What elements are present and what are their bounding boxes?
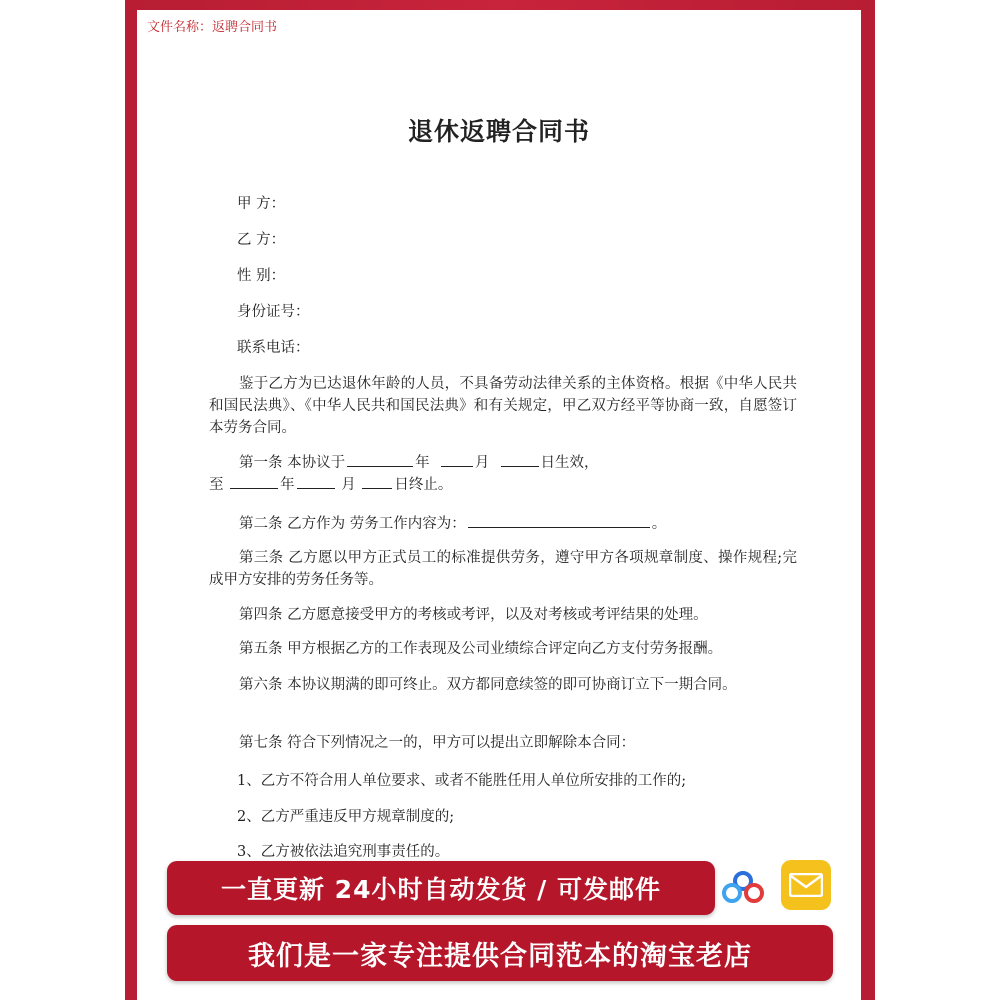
promo-banner-top: 一直更新 24小时自动发货 / 可发邮件 (167, 861, 715, 915)
article-5: 第五条 甲方根据乙方的工作表现及公司业绩综合评定向乙方支付劳务报酬。 (239, 641, 723, 657)
article-1-prefix: 第一条 本协议于 (239, 455, 346, 471)
article-4: 第四条 乙方愿意接受甲方的考核或考评，以及对考核或考评结果的处理。 (239, 607, 708, 623)
blank-month-start (441, 452, 473, 467)
day-start-label: 日生效， (540, 455, 599, 471)
blank-month-end (297, 474, 335, 489)
promo-banner-bottom: 我们是一家专注提供合同范本的淘宝老店 (167, 925, 833, 981)
article-1-line-1 (239, 451, 599, 472)
mail-icon (781, 860, 831, 910)
article-7: 第七条 符合下列情况之一的，甲方可以提出立即解除本合同： (239, 735, 636, 751)
document-title: 退休返聘合同书 (407, 117, 590, 146)
field-party-a: 甲 方： (237, 196, 286, 212)
party-fields (237, 194, 310, 374)
envelope-icon (789, 873, 823, 897)
day-end-label: 日终止。 (394, 477, 453, 493)
field-party-b: 乙 方： (237, 232, 286, 248)
month-end-label: 月 (341, 477, 356, 493)
intro-paragraph: 鉴于乙方为已达退休年龄的人员，不具备劳动法律关系的主体资格。根据《中华人民共和国民法典》、《中华人民共和国民法典》和有关规定，甲乙双方经平等协商一致，自愿签订本劳务合同。 (209, 376, 797, 436)
blank-year-end (230, 474, 278, 489)
blank-day-start (501, 452, 539, 467)
article-2 (239, 512, 666, 533)
article-1-line-2 (209, 473, 452, 494)
article-2-text: 第二条 乙方作为 劳务工作内容为： (239, 516, 466, 532)
year-end-label: 年 (280, 477, 295, 493)
document-page (137, 10, 861, 1000)
baidu-cloud-icon (720, 868, 766, 908)
article-6: 第六条 本协议期满的即可终止。双方都同意续签的即可协商订立下一期合同。 (239, 677, 737, 693)
field-phone: 联系电话： (237, 340, 310, 356)
article-7-item-1: 1、乙方不符合用人单位要求、或者不能胜任用人单位所安排的工作的; (237, 773, 687, 789)
month-label: 月 (474, 455, 490, 471)
field-gender: 性 别： (237, 268, 286, 284)
blank-day-end (362, 474, 392, 489)
article-7-item-2: 2、乙方严重违反甲方规章制度的; (237, 809, 455, 825)
to-label: 至 (209, 477, 224, 493)
field-id-number: 身份证号： (237, 304, 310, 320)
file-name-label: 文件名称：返聘合同书 (147, 20, 278, 35)
article-7-item-3: 3、乙方被依法追究刑事责任的。 (237, 844, 450, 860)
year-label: 年 (415, 455, 430, 471)
article-3: 第三条 乙方愿以甲方正式员工的标准提供劳务，遵守甲方各项规章制度、操作规程;完成甲方安排的劳务任务等。 (209, 550, 797, 588)
blank-work-content (468, 513, 650, 528)
blank-year-start (347, 452, 413, 467)
article-2-end: 。 (651, 516, 667, 532)
